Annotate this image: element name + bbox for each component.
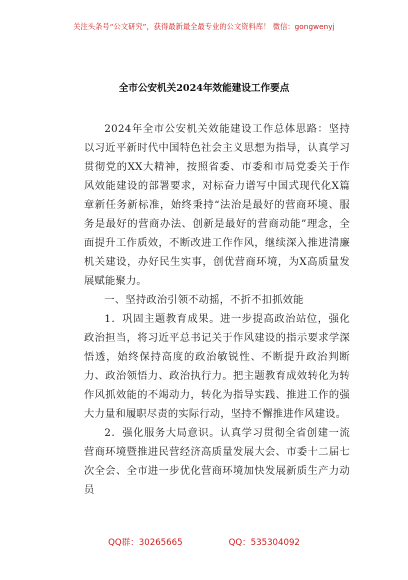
paragraph-overview: 2024年全市公安机关效能建设工作总体思路：坚持以习近平新时代中国特色社会主义思想为指导，认真学习贯彻党的XX大精神，按照省委、市委和市局党委关于作风效能建设的部署要求，对标奋力谱写中国式现代化X篇章新任务新标准，始终秉持“法治是最好的营商环境、服务是最好的营商办法、创新是最好的营商动能”理念，全面提升工作质效，不断改进工作作风，继续深入推进清廉机关建设，办好民生实事，创优营商环境，为X高质量发展赋能聚力。 [84,124,350,287]
document-body [84,120,350,500]
paragraph-item-2: 2．强化服务大局意识。认真学习贯彻全省创建一流营商环境暨推进民营经济高质量发展大会、市委十二届七次全会、全市进一步优化营商环境加快发展新质生产力动员 [84,428,350,496]
promo-banner: 关注头条号“公文研究”，获得最新最全最专业的公文资料库！ 微信：gongwenyj [73,22,335,31]
document-title: 全市公安机关2024年效能建设工作要点 [118,83,290,94]
section-heading-1: 一、坚持政治引领不动摇，不折不扣抓效能 [104,295,304,306]
qq-group-number: QQ群：30265665 [108,538,183,548]
contact-footer [0,536,408,548]
paragraph-item-1: 1．巩固主题教育成果。进一步提高政治站位，强化政治担当，将习近平总书记关于作风建设的指示要求学深悟透，始终保持高度的政治敏锐性、不断提升政治判断力、政治领悟力、政治执行力。把主题教育成效转化为转作风抓效能的不竭动力，转化为指导实践、推进工作的强大力量和履职尽责的实际行动，坚持不懈推进作风建设。 [84,314,350,420]
qq-number: QQ：535304092 [228,538,300,548]
